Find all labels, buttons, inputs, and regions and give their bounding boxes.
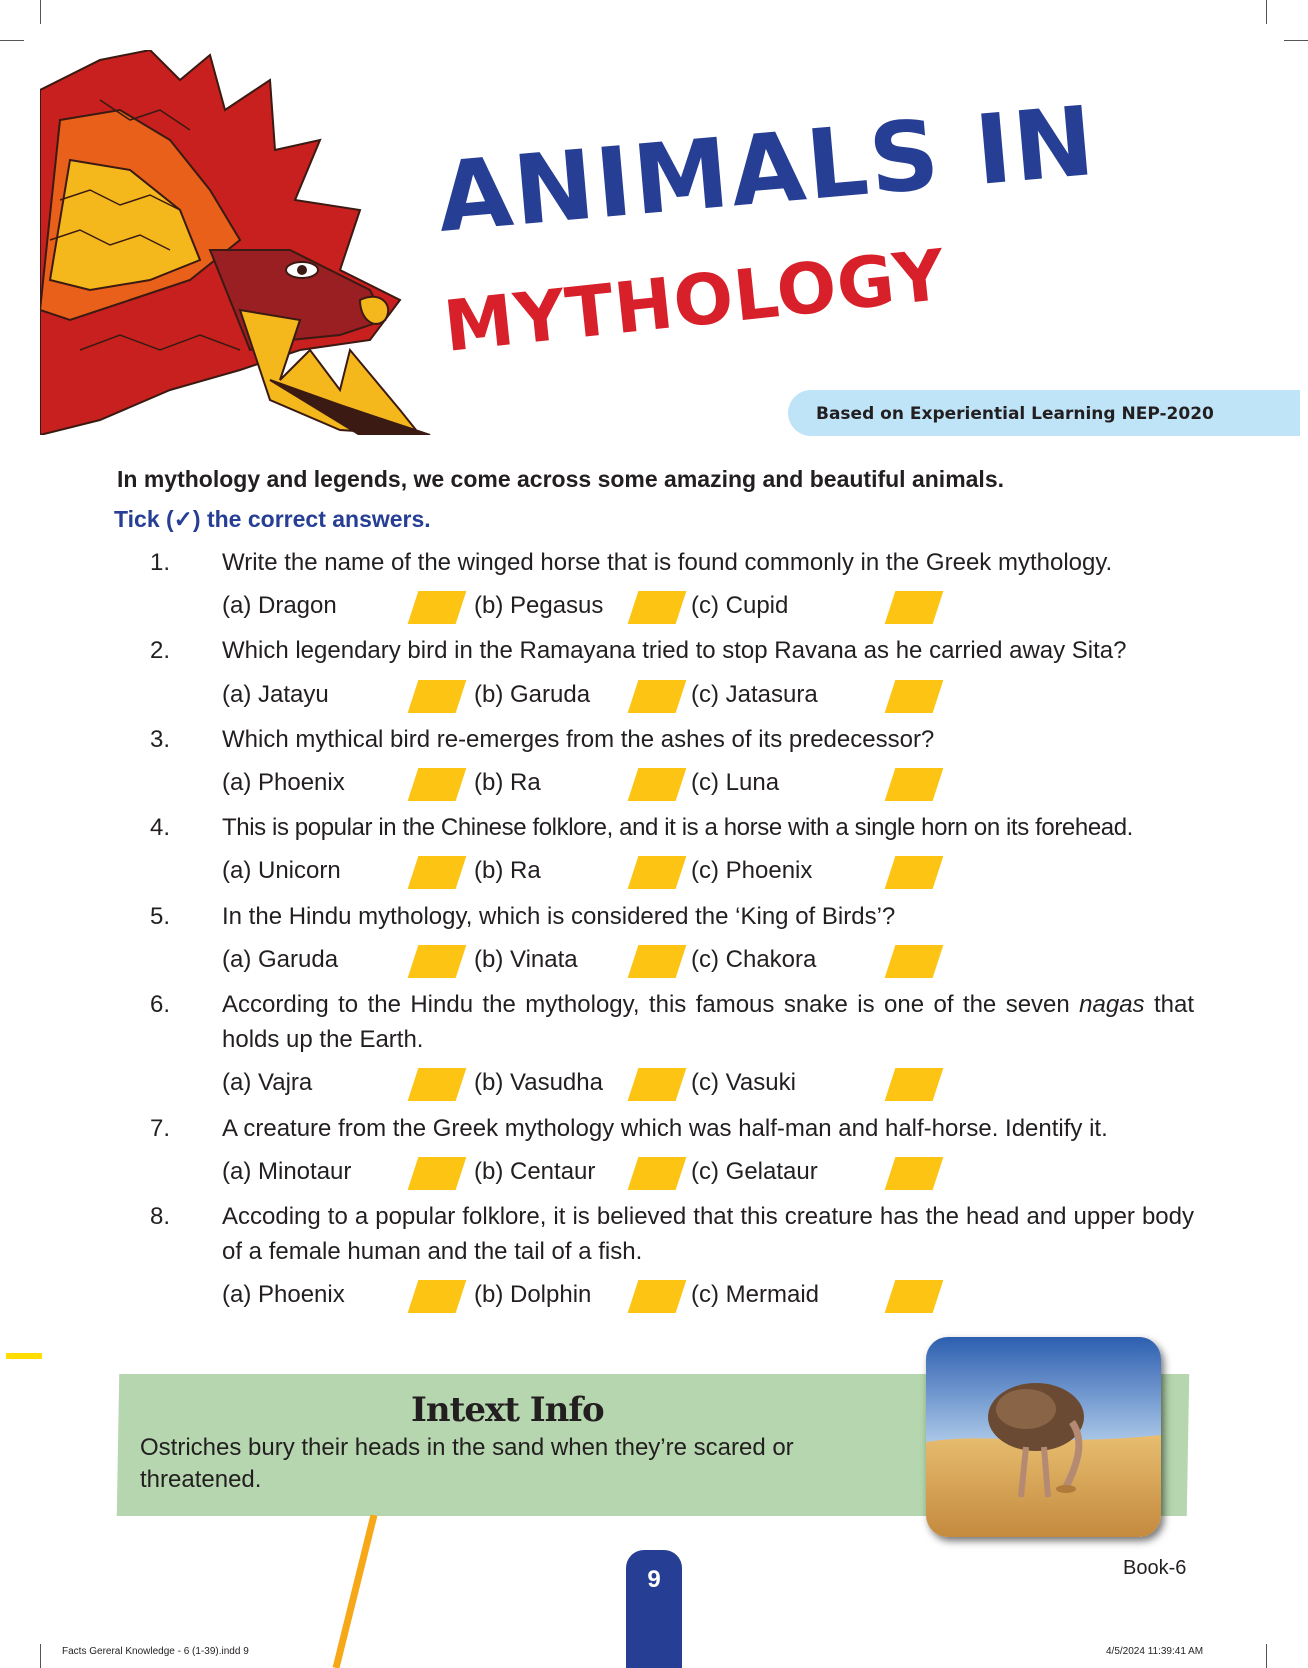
page-title-line1: ANIMALS IN	[432, 84, 1101, 254]
question-number: 7.	[150, 1115, 171, 1142]
question-text-part: that holds up the Earth.	[222, 991, 1194, 1053]
tick-box[interactable]	[408, 1068, 467, 1101]
crop-mark	[0, 40, 24, 41]
option-b: (b) Ra	[474, 857, 541, 884]
tick-box[interactable]	[885, 1068, 944, 1101]
ostrich-photo	[926, 1337, 1161, 1537]
option-c: (c) Phoenix	[691, 857, 813, 884]
tick-box[interactable]	[628, 1157, 687, 1190]
question-text: Write the name of the winged horse that is found commonly in the Greek mythology.	[222, 549, 1113, 576]
option-a: (a) Vajra	[222, 1069, 313, 1096]
nep-badge-label: Based on Experiential Learning NEP-2020	[816, 404, 1214, 424]
question-number: 6.	[150, 991, 171, 1018]
question-number: 5.	[150, 903, 171, 930]
tick-box[interactable]	[628, 1280, 687, 1313]
option-a: (a) Dragon	[222, 592, 337, 619]
option-b: (b) Vinata	[474, 946, 578, 973]
tick-box[interactable]	[885, 591, 944, 624]
tick-box[interactable]	[885, 680, 944, 713]
question-text-part: According to the Hindu the mythology, this famous snake is one of the seven	[222, 991, 1080, 1018]
option-a: (a) Jatayu	[222, 681, 329, 708]
question-text: Which mythical bird re-emerges from the ashes of its predecessor?	[222, 726, 935, 753]
instruction-text: Tick (✓) the correct answers.	[114, 506, 431, 532]
question-text: Which legendary bird in the Ramayana tried to stop Ravana as he carried away Sita?	[222, 637, 1127, 664]
intro-text: In mythology and legends, we come across some amazing and beautiful animals.	[117, 466, 1005, 492]
tick-box[interactable]	[408, 591, 467, 624]
tick-box[interactable]	[885, 768, 944, 801]
book-label: Book-6	[1123, 1557, 1187, 1579]
crop-mark	[1266, 1644, 1267, 1668]
option-a: (a) Unicorn	[222, 857, 341, 884]
option-b: (b) Dolphin	[474, 1281, 592, 1308]
option-c: (c) Vasuki	[691, 1069, 796, 1096]
intext-info-text: Ostriches bury their heads in the sand when they’re scared or threatened.	[140, 1434, 794, 1493]
tick-box[interactable]	[628, 945, 687, 978]
question-text: A creature from the Greek mythology which was half-man and half-horse. Identify it.	[222, 1115, 1108, 1142]
option-c: (c) Luna	[691, 769, 780, 796]
decorative-line	[330, 1515, 380, 1668]
question-number: 4.	[150, 814, 171, 841]
dragon-illustration	[40, 50, 470, 435]
tick-box[interactable]	[628, 1068, 687, 1101]
crop-mark	[40, 0, 41, 24]
tick-box[interactable]	[408, 1280, 467, 1313]
tick-box[interactable]	[885, 1280, 944, 1313]
tick-box[interactable]	[885, 1157, 944, 1190]
tick-box[interactable]	[885, 856, 944, 889]
question-text: In the Hindu mythology, which is considered the ‘King of Birds’?	[222, 903, 896, 930]
option-c: (c) Chakora	[691, 946, 817, 973]
question-text: Accoding to a popular folklore, it is believed that this creature has the head and upper body of a female human and the tail of a fish.	[222, 1203, 1194, 1265]
option-b: (b) Garuda	[474, 681, 591, 708]
intext-info-title: Intext Info	[411, 1390, 604, 1430]
question-text	[222, 987, 1194, 1057]
option-c: (c) Mermaid	[691, 1281, 820, 1308]
question-number: 1.	[150, 549, 171, 576]
page-number: 9	[647, 1566, 661, 1593]
option-c: (c) Jatasura	[691, 681, 818, 708]
option-b: (b) Vasudha	[474, 1069, 603, 1096]
margin-mark	[6, 1353, 42, 1359]
tick-box[interactable]	[885, 945, 944, 978]
question-text: This is popular in the Chinese folklore, and it is a horse with a single horn on its forehead.	[222, 814, 1133, 841]
option-c: (c) Gelataur	[691, 1158, 818, 1185]
tick-box[interactable]	[628, 856, 687, 889]
tick-box[interactable]	[408, 768, 467, 801]
tick-box[interactable]	[628, 591, 687, 624]
tick-box[interactable]	[408, 680, 467, 713]
timestamp-slug: 4/5/2024 11:39:41 AM	[1106, 1646, 1204, 1657]
option-c: (c) Cupid	[691, 592, 789, 619]
option-b: (b) Pegasus	[474, 592, 604, 619]
crop-mark	[1266, 0, 1267, 24]
option-b: (b) Centaur	[474, 1158, 596, 1185]
tick-box[interactable]	[408, 1157, 467, 1190]
ostrich-image	[926, 1337, 1161, 1537]
question-number: 8.	[150, 1203, 171, 1230]
nep-badge	[788, 390, 1300, 436]
crop-mark	[1284, 40, 1308, 41]
option-a: (a) Phoenix	[222, 1281, 345, 1308]
tick-box[interactable]	[628, 680, 687, 713]
option-a: (a) Phoenix	[222, 769, 345, 796]
tick-box[interactable]	[408, 856, 467, 889]
option-b: (b) Ra	[474, 769, 541, 796]
question-number: 3.	[150, 726, 171, 753]
tick-box[interactable]	[408, 945, 467, 978]
tick-box[interactable]	[628, 768, 687, 801]
option-a: (a) Minotaur	[222, 1158, 352, 1185]
crop-mark	[40, 1644, 41, 1668]
question-text-italic: nagas	[1079, 991, 1145, 1018]
file-slug: Facts Gereral Knowledge - 6 (1-39).indd 9	[62, 1646, 249, 1657]
page-number-tab	[626, 1550, 682, 1668]
question-number: 2.	[150, 637, 171, 664]
option-a: (a) Garuda	[222, 946, 339, 973]
page-title-line2: MYTHOLOGY	[440, 233, 950, 368]
